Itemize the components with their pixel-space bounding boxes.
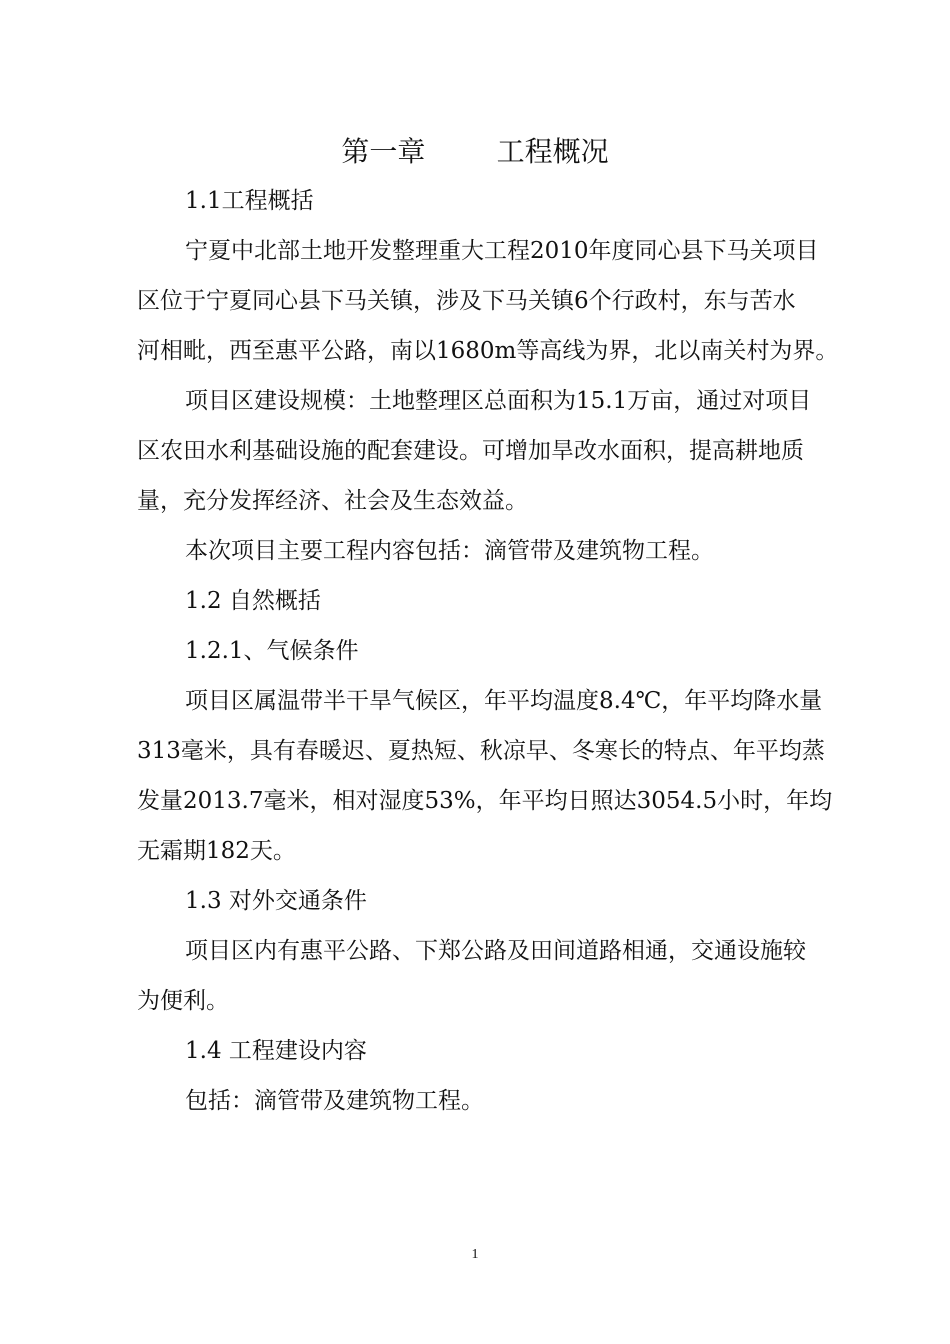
paragraph-line: 为便利。 <box>137 988 229 1014</box>
section-heading-1-4: 1.4 工程建设内容 <box>185 1038 367 1064</box>
section-heading-1-2-1: 1.2.1、气候条件 <box>185 638 359 664</box>
section-heading-1-1: 1.1工程概括 <box>185 188 314 214</box>
paragraph-line: 项目区属温带半干旱气候区，年平均温度8.4℃，年平均降水量 <box>185 688 823 714</box>
paragraph-line: 包括：滴管带及建筑物工程。 <box>185 1088 484 1114</box>
paragraph-line: 发量2013.7毫米，相对湿度53%，年平均日照达3054.5小时，年均 <box>137 788 833 814</box>
page-number: 1 <box>471 1247 479 1262</box>
paragraph-line: 项目区建设规模：土地整理区总面积为15.1万亩，通过对项目 <box>185 388 812 414</box>
paragraph-line: 本次项目主要工程内容包括：滴管带及建筑物工程。 <box>185 538 714 564</box>
paragraph-line: 项目区内有惠平公路、下郑公路及田间道路相通，交通设施较 <box>185 938 806 964</box>
paragraph-line: 区位于宁夏同心县下马关镇，涉及下马关镇6个行政村，东与苦水 <box>137 288 796 314</box>
paragraph-line: 量，充分发挥经济、社会及生态效益。 <box>137 488 528 514</box>
chapter-title: 第一章 工程概况 <box>341 135 609 168</box>
paragraph-line: 313毫米，具有春暖迟、夏热短、秋凉早、冬寒长的特点、年平均蒸 <box>137 738 825 764</box>
section-heading-1-3: 1.3 对外交通条件 <box>185 888 367 914</box>
section-heading-1-2: 1.2 自然概括 <box>185 588 321 614</box>
paragraph-line: 无霜期182天。 <box>137 838 296 864</box>
paragraph-line: 河相毗，西至惠平公路，南以1680m等高线为界，北以南关村为界。 <box>137 338 839 364</box>
paragraph-line: 宁夏中北部土地开发整理重大工程2010年度同心县下马关项目 <box>185 238 819 264</box>
paragraph-line: 区农田水利基础设施的配套建设。可增加旱改水面积，提高耕地质 <box>137 438 804 464</box>
